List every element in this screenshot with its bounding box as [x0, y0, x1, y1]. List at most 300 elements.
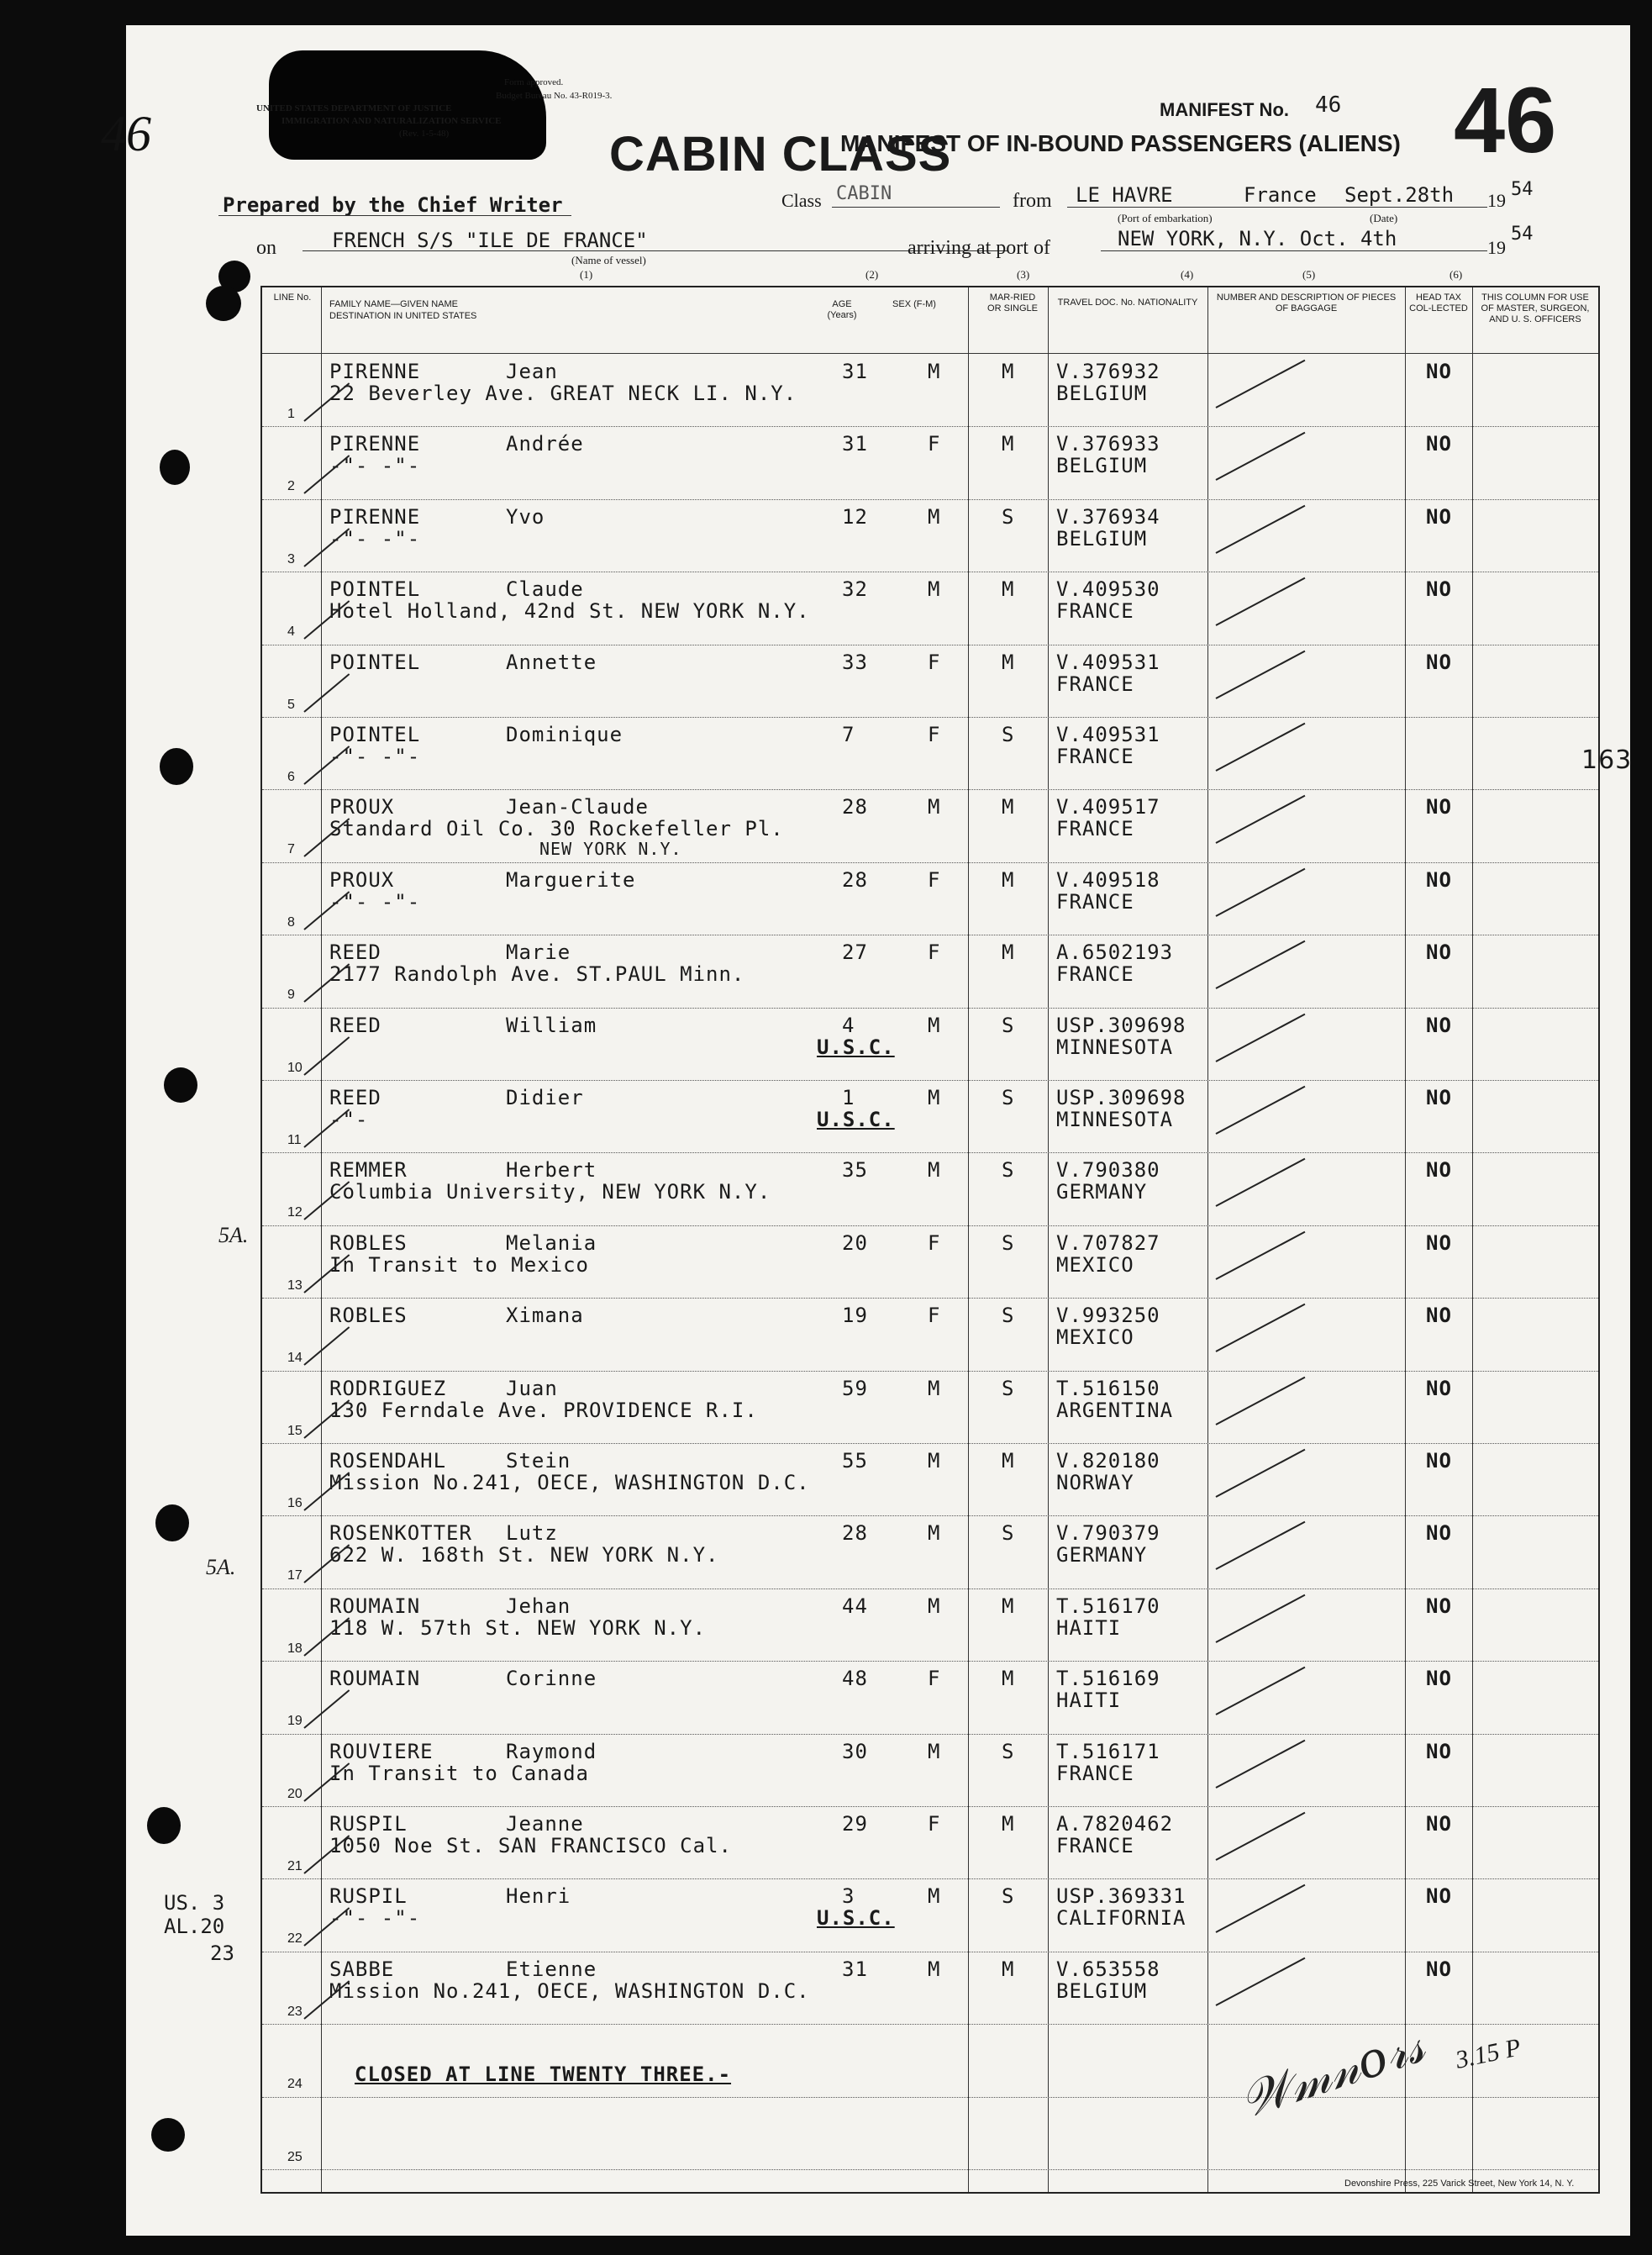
marital-status: M — [1002, 1812, 1015, 1836]
baggage-check-mark — [1216, 940, 1306, 989]
age: 3 — [842, 1884, 855, 1909]
destination: -"- -"- — [329, 454, 421, 478]
age: 19 — [842, 1304, 868, 1328]
manifest-sheet — [101, 25, 1633, 2236]
given-name: Jehan — [506, 1594, 571, 1618]
class-label: Class — [781, 190, 822, 211]
family-name: ROUMAIN — [329, 1594, 421, 1618]
arrival-year-prefix: 19 — [1487, 237, 1506, 258]
sex: M — [928, 1739, 941, 1763]
travel-document: USP.309698 — [1056, 1086, 1186, 1109]
travel-document: V.409531 — [1056, 723, 1160, 746]
marital-status: S — [1002, 1376, 1015, 1400]
family-name: ROUMAIN — [329, 1667, 421, 1691]
baggage-check-mark — [1216, 577, 1306, 626]
nationality: FRANCE — [1056, 1834, 1134, 1857]
line-number: 5 — [287, 697, 295, 712]
table-row — [262, 355, 1598, 427]
header-baggage: NUMBER AND DESCRIPTION OF PIECES OF BAGGAGE — [1216, 292, 1397, 313]
manifest-title: MANIFEST OF IN-BOUND PASSENGERS (ALIENS) — [840, 130, 1401, 156]
header-age: AGE (Years) — [827, 299, 857, 320]
age: 55 — [842, 1449, 868, 1473]
baggage-check-mark — [1216, 432, 1306, 481]
nationality: GERMANY — [1056, 1543, 1148, 1567]
margin-note-us: US. 3 — [164, 1891, 225, 1915]
table-row — [262, 1081, 1598, 1153]
margin-handwritten-number: 46 — [101, 106, 151, 161]
nationality: MEXICO — [1056, 1252, 1134, 1277]
table-row — [262, 718, 1598, 790]
head-tax: NO — [1426, 1521, 1452, 1546]
arrival-port: NEW YORK, N.Y. Oct. 4th — [1118, 227, 1397, 250]
service-name: IMMIGRATION AND NATURALIZATION SERVICE — [281, 116, 502, 126]
table-row — [262, 1879, 1598, 1952]
age: 29 — [842, 1812, 868, 1836]
table-row — [262, 1662, 1598, 1734]
baggage-check-mark — [1216, 1739, 1306, 1788]
destination: 2177 Randolph Ave. ST.PAUL Minn. — [329, 962, 745, 987]
date-caption: (Date) — [1370, 212, 1398, 224]
nationality: BELGIUM — [1056, 454, 1148, 478]
table-row — [262, 1516, 1598, 1589]
baggage-check-mark — [1216, 1376, 1306, 1425]
head-tax: NO — [1426, 1957, 1452, 1981]
closed-note: CLOSED AT LINE TWENTY THREE.- — [355, 2063, 732, 2086]
baggage-check-mark — [1216, 1884, 1306, 1933]
marital-status: S — [1002, 1739, 1015, 1763]
destination: -"- -"- — [329, 889, 421, 914]
travel-document: V.820180 — [1056, 1449, 1160, 1473]
nationality: BELGIUM — [1056, 1978, 1148, 2003]
margin-note-al: AL.20 — [164, 1915, 225, 1938]
destination: 1050 Noe St. SAN FRANCISCO Cal. — [329, 1834, 732, 1857]
age: 1 — [842, 1086, 855, 1109]
embark-date: Sept.28th — [1344, 183, 1455, 207]
baggage-check-mark — [1216, 360, 1306, 408]
line-number: 23 — [287, 2004, 303, 2019]
arrival-year: 54 — [1511, 224, 1534, 245]
head-tax: NO — [1426, 1230, 1452, 1255]
line-number: 1 — [287, 407, 295, 421]
marital-status: S — [1002, 1013, 1015, 1037]
head-tax: NO — [1426, 360, 1452, 383]
family-name: ROBLES — [329, 1304, 408, 1328]
table-row — [262, 1807, 1598, 1879]
head-tax: NO — [1426, 867, 1452, 892]
printer-imprint: Devonshire Press, 225 Varick Street, New York 14, N. Y. — [1344, 2179, 1575, 2189]
age: 48 — [842, 1667, 868, 1691]
line-number: 25 — [287, 2149, 303, 2164]
travel-document: V.376933 — [1056, 432, 1160, 456]
line-number: 6 — [287, 770, 295, 784]
prepared-by: Prepared by the Chief Writer — [223, 193, 563, 217]
marital-status: M — [1002, 360, 1015, 383]
nationality: FRANCE — [1056, 745, 1134, 768]
destination: 22 Beverley Ave. GREAT NECK LI. N.Y. — [329, 382, 797, 405]
nationality: NORWAY — [1056, 1471, 1134, 1494]
destination: 130 Ferndale Ave. PROVIDENCE R.I. — [329, 1398, 758, 1422]
given-name: Ximana — [506, 1304, 584, 1328]
line-number: 19 — [287, 1714, 303, 1729]
line-check-mark — [303, 673, 350, 713]
travel-document: V.409518 — [1056, 867, 1160, 892]
revision: (Rev. 1-5-48) — [399, 129, 450, 139]
table-row — [262, 1952, 1598, 2025]
sex: M — [928, 1884, 941, 1909]
destination: Mission No.241, OECE, WASHINGTON D.C. — [329, 1978, 810, 2003]
line-number: 8 — [287, 914, 295, 930]
family-name: PROUX — [329, 795, 395, 819]
table-row — [262, 935, 1598, 1008]
given-name: Andrée — [506, 432, 584, 456]
baggage-check-mark — [1216, 505, 1306, 554]
table-row — [262, 572, 1598, 645]
destination: -"- -"- — [329, 526, 421, 551]
nationality: MEXICO — [1056, 1325, 1134, 1350]
header-name: FAMILY NAME—GIVEN NAME — [329, 299, 459, 309]
nationality: FRANCE — [1056, 889, 1134, 914]
baggage-check-mark — [1216, 1158, 1306, 1207]
line-number: 16 — [287, 1496, 303, 1510]
travel-document: T.516171 — [1056, 1739, 1160, 1763]
sex: F — [928, 723, 941, 746]
table-row — [262, 1735, 1598, 1807]
sex: M — [928, 1013, 941, 1037]
given-name: Raymond — [506, 1739, 597, 1763]
sex: F — [928, 1304, 941, 1328]
head-tax: NO — [1426, 1304, 1452, 1328]
baggage-check-mark — [1216, 1449, 1306, 1498]
head-tax: NO — [1426, 1013, 1452, 1037]
nationality: HAITI — [1056, 1615, 1122, 1640]
line-number: 13 — [287, 1278, 303, 1293]
form-approved: Form approved. — [504, 77, 564, 87]
usc-note: U.S.C. — [817, 1108, 895, 1131]
header-head-tax: HEAD TAX COL-LECTED — [1409, 292, 1468, 313]
header-travel-doc: TRAVEL DOC. No. NATIONALITY — [1057, 298, 1198, 308]
travel-document: V.409530 — [1056, 577, 1160, 602]
travel-document: USP.369331 — [1056, 1884, 1186, 1909]
col-num-4: (4) — [1181, 268, 1194, 281]
col-num-2: (2) — [865, 268, 879, 281]
family-name: REED — [329, 1013, 381, 1037]
destination: -"- — [329, 1108, 369, 1131]
line-number: 7 — [287, 842, 295, 857]
travel-document: V.409517 — [1056, 795, 1160, 819]
nationality: MINNESOTA — [1056, 1108, 1174, 1131]
travel-document: V.409531 — [1056, 650, 1160, 674]
punch-hole — [206, 286, 241, 321]
marital-status: M — [1002, 1667, 1015, 1691]
table-row — [262, 1444, 1598, 1516]
passenger-table — [260, 286, 1633, 2194]
line-check-mark — [303, 1689, 350, 1729]
nationality: BELGIUM — [1056, 526, 1148, 551]
family-name: SABBE — [329, 1957, 395, 1981]
marital-status: M — [1002, 1449, 1015, 1473]
line-number: 3 — [287, 551, 295, 566]
budget-bureau: Budget Bureau No. 43-R019-3. — [496, 91, 613, 101]
travel-document: V.376934 — [1056, 504, 1160, 529]
destination: Mission No.241, OECE, WASHINGTON D.C. — [329, 1471, 810, 1494]
marital-status: S — [1002, 723, 1015, 746]
baggage-check-mark — [1216, 723, 1306, 772]
family-name: PROUX — [329, 867, 395, 892]
family-name: POINTEL — [329, 650, 421, 674]
col-num-1: (1) — [580, 268, 593, 281]
head-tax: NO — [1426, 1884, 1452, 1909]
age: 59 — [842, 1376, 868, 1400]
family-name: REED — [329, 940, 381, 965]
destination: Hotel Holland, 42nd St. NEW YORK N.Y. — [329, 599, 810, 624]
marital-status: S — [1002, 1158, 1015, 1183]
family-name: REED — [329, 1086, 381, 1109]
manifest-no-label: MANIFEST No. — [1160, 99, 1289, 120]
given-name: Annette — [506, 650, 597, 674]
vessel-caption: (Name of vessel) — [571, 254, 646, 266]
family-name: ROBLES — [329, 1230, 408, 1255]
cabin-class-stamp: CABIN CLASS — [609, 127, 952, 182]
travel-document: V.993250 — [1056, 1304, 1160, 1328]
signature-time: 3.15 P — [1453, 2033, 1523, 2074]
destination: 622 W. 168th St. NEW YORK N.Y. — [329, 1543, 719, 1567]
line-number: 10 — [287, 1060, 303, 1075]
table-row — [262, 1009, 1598, 1081]
table-row — [262, 645, 1598, 718]
marital-status: M — [1002, 432, 1015, 456]
year: 54 — [1511, 179, 1534, 200]
header-officers: THIS COLUMN FOR USE OF MASTER, SURGEON, AND U. S. OFFICERS — [1481, 292, 1590, 324]
given-name: Yvo — [506, 504, 545, 529]
line-number: 20 — [287, 1786, 303, 1801]
sex: F — [928, 432, 941, 456]
age: 7 — [842, 723, 855, 746]
line-number: 18 — [287, 1641, 303, 1656]
col-num-6: (6) — [1449, 268, 1463, 281]
baggage-check-mark — [1216, 1594, 1306, 1643]
marital-status: S — [1002, 1304, 1015, 1328]
head-tax: NO — [1426, 1449, 1452, 1473]
travel-document: T.516169 — [1056, 1667, 1160, 1691]
family-name: RUSPIL — [329, 1884, 408, 1909]
age: 12 — [842, 504, 868, 529]
baggage-check-mark — [1216, 1667, 1306, 1715]
travel-document: USP.309698 — [1056, 1013, 1186, 1037]
travel-document: V.653558 — [1056, 1957, 1160, 1981]
baggage-check-mark — [1216, 868, 1306, 917]
marital-status: S — [1002, 504, 1015, 529]
nationality: BELGIUM — [1056, 382, 1148, 405]
head-tax: NO — [1426, 1086, 1452, 1109]
given-name: Stein — [506, 1449, 571, 1473]
header-destination: DESTINATION IN UNITED STATES — [329, 311, 477, 321]
age: 28 — [842, 795, 868, 819]
nationality: FRANCE — [1056, 599, 1134, 624]
age: 31 — [842, 432, 868, 456]
age: 30 — [842, 1739, 868, 1763]
usc-note: U.S.C. — [817, 1035, 895, 1059]
age: 28 — [842, 867, 868, 892]
punch-hole — [160, 450, 190, 485]
table-row — [262, 1299, 1598, 1371]
nationality: HAITI — [1056, 1689, 1122, 1713]
sex: M — [928, 577, 941, 602]
line-number: 15 — [287, 1423, 303, 1438]
age: 4 — [842, 1013, 855, 1037]
nationality: FRANCE — [1056, 817, 1134, 841]
punch-hole — [164, 1067, 197, 1103]
table-row — [262, 863, 1598, 935]
nationality: GERMANY — [1056, 1180, 1148, 1204]
given-name: Jeanne — [506, 1812, 584, 1836]
nationality: MINNESOTA — [1056, 1035, 1174, 1059]
destination: Standard Oil Co. 30 Rockefeller Pl. — [329, 817, 784, 841]
port-of-embarkation: LE HAVRE — [1076, 183, 1173, 207]
family-name: PIRENNE — [329, 432, 421, 456]
officer-number: 163 — [1581, 746, 1633, 775]
baggage-check-mark — [1216, 1013, 1306, 1062]
given-name: Dominique — [506, 723, 623, 746]
given-name: Herbert — [506, 1158, 597, 1183]
travel-document: V.790380 — [1056, 1158, 1160, 1183]
embark-caption: (Port of embarkation) — [1118, 212, 1213, 224]
line-number: 24 — [287, 2077, 303, 2092]
sex: M — [928, 1957, 941, 1981]
marital-status: M — [1002, 1594, 1015, 1618]
sex: M — [928, 1594, 941, 1618]
sex: F — [928, 940, 941, 965]
given-name: Etienne — [506, 1957, 597, 1981]
given-name: Melania — [506, 1230, 597, 1255]
sex: M — [928, 360, 941, 383]
table-row — [262, 500, 1598, 572]
family-name: PIRENNE — [329, 360, 421, 383]
header-line-no: LINE No. — [273, 292, 312, 303]
nationality: CALIFORNIA — [1056, 1906, 1186, 1931]
destination: -"- -"- — [329, 745, 421, 768]
travel-document: T.516170 — [1056, 1594, 1160, 1618]
head-tax: NO — [1426, 1667, 1452, 1691]
table-row — [262, 1226, 1598, 1299]
sex: F — [928, 1230, 941, 1255]
year-prefix: 19 — [1487, 190, 1506, 211]
manifest-no-value: 46 — [1315, 92, 1342, 118]
punch-hole — [160, 748, 193, 785]
baggage-check-mark — [1216, 1304, 1306, 1352]
given-name: Marie — [506, 940, 571, 965]
sex: F — [928, 1812, 941, 1836]
header-married: MAR-RIED OR SINGLE — [987, 292, 1038, 313]
head-tax: NO — [1426, 1158, 1452, 1183]
given-name: Lutz — [506, 1521, 558, 1546]
line-number: 12 — [287, 1205, 303, 1220]
baggage-check-mark — [1216, 795, 1306, 844]
given-name: Claude — [506, 577, 584, 602]
table-row — [262, 1153, 1598, 1225]
col-num-5: (5) — [1302, 268, 1316, 281]
marital-status: S — [1002, 1230, 1015, 1255]
age: 44 — [842, 1594, 868, 1618]
nationality: FRANCE — [1056, 672, 1134, 696]
age: 33 — [842, 650, 868, 674]
sex: M — [928, 795, 941, 819]
given-name: Henri — [506, 1884, 571, 1909]
nationality: ARGENTINA — [1056, 1398, 1174, 1422]
baggage-check-mark — [1216, 1231, 1306, 1280]
destination: Columbia University, NEW YORK N.Y. — [329, 1180, 771, 1204]
class-value: CABIN — [836, 183, 892, 204]
baggage-check-mark — [1216, 1086, 1306, 1135]
line-number: 14 — [287, 1351, 303, 1366]
baggage-check-mark — [1216, 650, 1306, 698]
margin-note-5a-2: 5A. — [206, 1555, 236, 1579]
head-tax: NO — [1426, 795, 1452, 819]
line-number: 22 — [287, 1931, 303, 1947]
usc-note: U.S.C. — [817, 1906, 895, 1931]
given-name: Juan — [506, 1376, 558, 1400]
table-row — [262, 2098, 1598, 2170]
line-number: 9 — [287, 988, 295, 1003]
table-row — [262, 790, 1598, 862]
punch-hole — [155, 1504, 189, 1541]
marital-status: M — [1002, 577, 1015, 602]
family-name: POINTEL — [329, 577, 421, 602]
line-check-mark — [303, 1036, 350, 1076]
given-name: Jean — [506, 360, 558, 383]
header-sex: SEX (F-M) — [892, 299, 936, 309]
punch-hole — [147, 1807, 181, 1844]
nationality: FRANCE — [1056, 962, 1134, 987]
on-label: on — [256, 237, 276, 259]
sex: M — [928, 1376, 941, 1400]
head-tax: NO — [1426, 1739, 1452, 1763]
table-row — [262, 427, 1598, 499]
big-manifest-number: 46 — [1454, 69, 1557, 172]
travel-document: A.7820462 — [1056, 1812, 1174, 1836]
age: 31 — [842, 1957, 868, 1981]
nationality: FRANCE — [1056, 1761, 1134, 1785]
sex: F — [928, 1667, 941, 1691]
given-name: Jean-Claude — [506, 795, 649, 819]
head-tax: NO — [1426, 1594, 1452, 1618]
travel-document: V.376932 — [1056, 360, 1160, 383]
destination: -"- -"- — [329, 1906, 421, 1931]
marital-status: M — [1002, 795, 1015, 819]
sex: M — [928, 1158, 941, 1183]
table-row — [262, 1372, 1598, 1444]
age: 32 — [842, 577, 868, 602]
head-tax: NO — [1426, 432, 1452, 456]
line-check-mark — [303, 1326, 350, 1366]
head-tax: NO — [1426, 650, 1452, 674]
head-tax: NO — [1426, 940, 1452, 965]
sex: F — [928, 650, 941, 674]
head-tax: NO — [1426, 1376, 1452, 1400]
travel-document: V.707827 — [1056, 1230, 1160, 1255]
arriving-label: arriving at port of — [908, 237, 1050, 259]
baggage-check-mark — [1216, 1957, 1306, 2006]
family-name: POINTEL — [329, 723, 421, 746]
destination: In Transit to Canada — [329, 1761, 589, 1785]
country-of-embarkation: France — [1244, 183, 1317, 207]
vessel-name: FRENCH S/S "ILE DE FRANCE" — [332, 229, 648, 252]
family-name: ROSENKOTTER — [329, 1521, 472, 1546]
travel-document: A.6502193 — [1056, 940, 1174, 965]
head-tax: NO — [1426, 504, 1452, 529]
from-label: from — [1013, 190, 1052, 212]
head-tax: NO — [1426, 1812, 1452, 1836]
margin-note-5a-1: 5A. — [218, 1223, 249, 1247]
